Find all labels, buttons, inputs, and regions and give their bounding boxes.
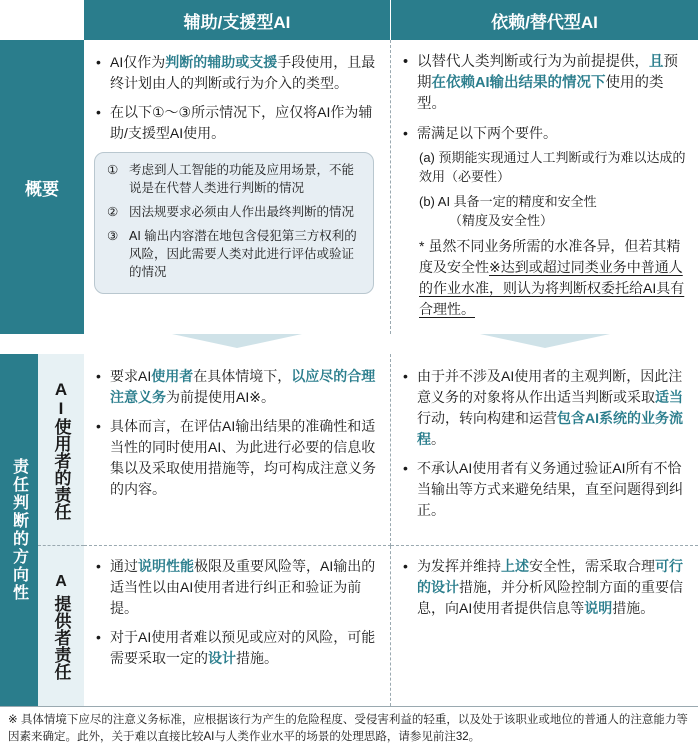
overview-replace-bullet-2: • 需满足以下两个要件。	[401, 123, 686, 144]
case-3: ③ AI 输出内容潜在地包含侵犯第三方权利的风险，因此需要人类对此进行评估或验证的情况	[107, 229, 357, 279]
row-label-provider-resp: A 提供者责任	[38, 546, 84, 706]
bottom-rule	[0, 706, 698, 707]
header-replace: 依赖/替代型AI	[391, 0, 698, 40]
header-support: 辅助/支援型AI	[84, 0, 391, 40]
overview-support-bullet-2: • 在以下①～③所示情况下，应仅将AI作为辅助/支援型AI使用。	[94, 102, 376, 144]
arrow-down-support	[172, 334, 302, 348]
provider-replace-bullet-1: • 为发挥并维持上述安全性，需采取合理可行的设计措施，并分析风险控制方面的重要信息，向AI使用者提供信息等说明措施。	[401, 556, 686, 619]
case-1: ① 考虑到人工智能的功能及应用场景，不能说是在代替人类进行判断的情况	[107, 163, 355, 195]
user-replace-cell	[391, 354, 698, 546]
row-label-direction: 责任判断的方向性	[0, 354, 38, 706]
overview-support-cell	[84, 40, 391, 334]
provider-support-bullet-1: • 通过说明性能极限及重要风险等，AI输出的适当性以由AI使用者进行纠正和验证为前提。	[94, 556, 378, 619]
overview-replace-cell	[391, 40, 698, 334]
provider-support-cell	[84, 546, 391, 706]
user-replace-bullet-1: • 由于并不涉及AI使用者的主观判断，因此注意义务的对象将从作出适当判断或采取适当行动，转向构建和运营包含AI系统的业务流程。	[401, 366, 686, 450]
overview-replace-note: * 虽然不同业务所需的水准各异，但若其精度及安全性※达到或超过同类业务中普通人的作业水准，则认为将判断权委托给AI具有合理性。	[419, 238, 685, 317]
footnote: ※ 具体情境下应尽的注意义务标准，应根据该行为产生的危险程度、受侵害利益的轻重，以及处于该职业或地位的普通人的注意能力等因素来确定。此外，关于难以直接比较AI与人类作业水平的场景的处理思路，请参见前注32。	[8, 714, 688, 743]
provider-replace-cell	[391, 546, 698, 706]
requirement-b: (b) AI 具备一定的精度和安全性	[419, 194, 597, 209]
row-label-user-resp: AI使用者的责任	[38, 354, 84, 546]
user-support-cell	[84, 354, 391, 546]
case-2: ② 因法规要求必须由人作出最终判断的情况	[107, 205, 355, 219]
requirement-b-label: （精度及安全性）	[449, 213, 554, 228]
requirement-a: (a) 预期能实现通过人工判断或行为难以达成的效用（必要性）	[419, 150, 686, 184]
user-replace-bullet-2: • 不承认AI使用者有义务通过验证AI所有不恰当输出等方式来避免结果，直至问题得到纠正。	[401, 458, 686, 521]
overview-replace-bullet-1: • 以替代人类判断或行为为前提提供，且预期在依赖AI输出结果的情况下使用的类型。	[401, 52, 686, 115]
cases-box	[94, 152, 374, 294]
row-label-overview: 概要	[0, 40, 84, 334]
arrow-down-replace	[480, 334, 610, 348]
user-support-bullet-2: • 具体而言，在评估AI输出结果的准确性和适当性的同时使用AI、为此进行必要的信息收集以及采取使用措施等，均可构成注意义务的内容。	[94, 416, 378, 500]
provider-support-bullet-2: • 对于AI使用者难以预见或应对的风险，可能需要采取一定的设计措施。	[94, 627, 378, 669]
user-support-bullet-1: • 要求AI使用者在具体情境下，以应尽的合理注意义务为前提使用AI※。	[94, 366, 378, 408]
overview-support-bullet-1: • AI仅作为判断的辅助或支援手段使用，且最终计划由人的判断或行为介入的类型。	[94, 52, 376, 94]
